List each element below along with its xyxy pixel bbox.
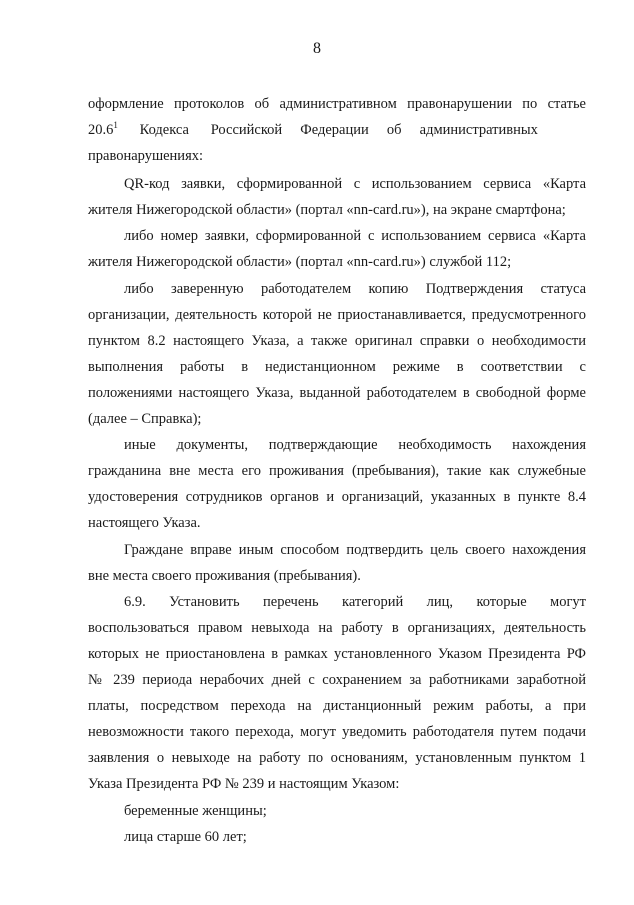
text-line: (далее – Справка); <box>88 411 202 427</box>
list-item: лица старше 60 лет; <box>124 829 247 845</box>
superscript: 1 <box>113 120 118 131</box>
text-line: правонарушениях: <box>88 148 204 164</box>
text-line: воспользоваться правом невыхода на работу в организациях, деятельность <box>88 620 586 636</box>
text-line: невозможности такого перехода, могут уведомить работодателя путем подачи <box>88 724 586 740</box>
text-line: Указа Президента РФ № 239 и настоящим Указом: <box>88 776 400 792</box>
text-line: Граждане вправе иным способом подтвердить цель своего нахождения <box>124 542 586 558</box>
text-fragment: Кодекса Российской Федерации об административных <box>117 122 538 138</box>
text-fragment: 20.6 <box>88 122 114 138</box>
text-line: настоящего Указа. <box>88 515 201 531</box>
text-line: жителя Нижегородской области» (портал «nn-card.ru») службой 112; <box>88 254 512 270</box>
text-line: пунктом 8.2 настоящего Указа, а также оригинал справки о необходимости <box>88 333 586 349</box>
text-line: № 239 периода нерабочих дней с сохранением за работниками заработной <box>88 672 586 688</box>
text-line-with-superscript <box>88 121 538 139</box>
text-line: которых не приостановлена в рамках установленного Указом Президента РФ <box>88 646 586 662</box>
page-number: 8 <box>313 40 321 57</box>
text-line: 6.9. Установить перечень категорий лиц, которые могут <box>124 594 586 610</box>
text-line: заявления о невыходе на работу по основаниям, установленным пунктом 1 <box>88 750 586 766</box>
text-line: гражданина вне места его проживания (пребывания), такие как служебные <box>88 463 586 479</box>
text-line: QR-код заявки, сформированной с использованием сервиса «Карта <box>124 176 586 192</box>
text-line: платы, посредством перехода на дистанционный режим работы, а при <box>88 698 586 714</box>
text-line: либо заверенную работодателем копию Подтверждения статуса <box>124 281 586 297</box>
list-item: беременные женщины; <box>124 803 267 819</box>
text-line: либо номер заявки, сформированной с использованием сервиса «Карта <box>124 228 586 244</box>
text-line: жителя Нижегородской области» (портал «nn-card.ru»), на экране смартфона; <box>88 202 566 218</box>
text-line: иные документы, подтверждающие необходимость нахождения <box>124 437 586 453</box>
text-line: выполнения работы в недистанционном режиме в соответствии с <box>88 359 586 375</box>
text-line: удостоверения сотрудников органов и организаций, указанных в пункте 8.4 <box>88 489 586 505</box>
text-line: вне места своего проживания (пребывания). <box>88 568 361 584</box>
text-line: положениями настоящего Указа, выданной работодателем в свободной форме <box>88 385 586 401</box>
text-line: оформление протоколов об административном правонарушении по статье <box>88 96 586 112</box>
text-line: организации, деятельность которой не приостанавливается, предусмотренного <box>88 307 586 323</box>
